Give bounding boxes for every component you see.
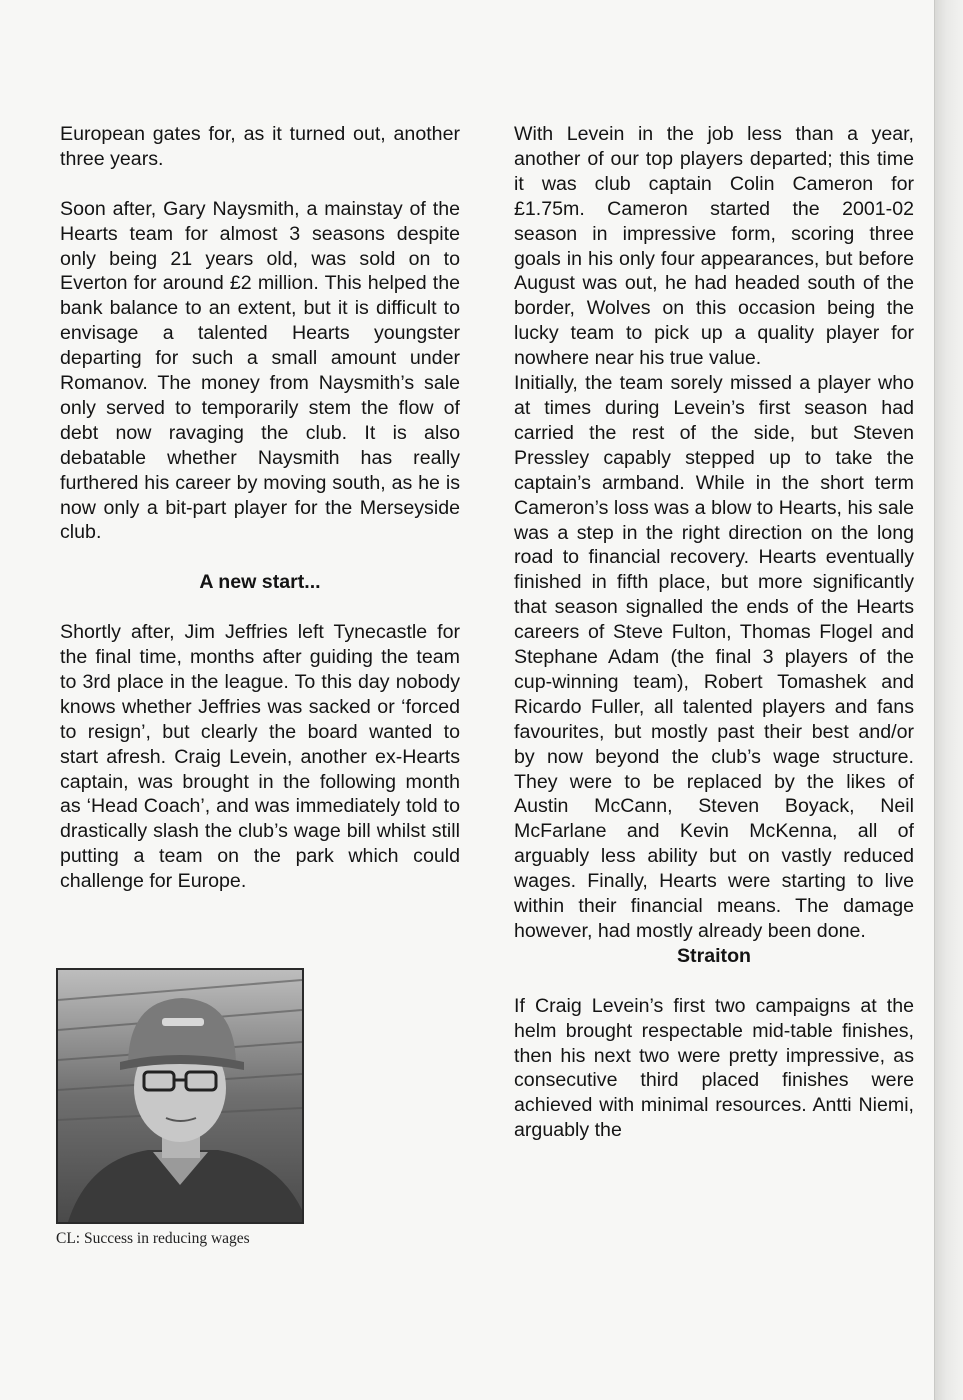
photo-craig-levein [56,968,304,1224]
photo-caption: CL: Success in reducing wages [56,1230,250,1247]
section-heading-new-start: A new start... [199,571,321,594]
paragraph-levein-campaigns: If Craig Levein’s first two campaigns at the helm brought respectable mid-table finishes, then his next two were pretty impressive, as consecutive third placed finishes were achieved with minimal resources. Antti Niemi, arguably the [514,994,914,1142]
page-edge [934,0,963,1400]
section-heading-straiton: Straiton [676,944,752,967]
photo-figure [56,968,304,1248]
left-column [60,122,460,894]
paragraph-naysmith: Soon after, Gary Naysmith, a mainstay of the Hearts team for almost 3 seasons despite only being 21 years old, was sold on to Everton for around £2 million. This helped the bank balance to an extent, but it is difficult to envisage a talented Hearts youngster departing for such a small amount under Romanov. The money from Naysmith’s sale only served to temporarily stem the flow of debt now ravaging the club. It is also debatable whether Naysmith has really furthered his career by moving south, as he is now only a bit-part player for the Merseyside club. [60,197,460,544]
paragraph-pressley: Initially, the team sorely missed a player who at times during Levein’s first season had carried the rest of the side, but Steven Pressley capably stepped up to take the captain’s armband. While in the short term Cameron’s loss was a blow to Hearts, his sale was a step in the right direction on the long road to financial recovery. Hearts eventually finished in fifth place, but more significantly that season signalled the ends of the Hearts careers of Steve Fulton, Thomas Flogel and Stephane Adam (the final 3 players of the cup-winning team), Robert Tomashek and Ricardo Fuller, all talented players and fans favourites, but mostly past their best and/or by now beyond the club’s wage structure. They were to be replaced by the likes of Austin McCann, Steven Boyack, Neil McFarlane and Kevin McKenna, all of arguably less ability but on vastly reduced wages. Finally, Hearts were starting to live within their financial means. The damage however, had mostly already been done. [514,372,914,942]
paragraph-cameron: With Levein in the job less than a year, another of our top players departed; this time it was club captain Colin Cameron for £1.75m. Cameron started the 2001-02 season in impressive form, scoring three goals in his only four appearances, but before August was out, he had headed south of the border, Wolves on this occasion being the lucky team to pick up a quality player for nowhere near his true value. [514,123,914,370]
paragraph-intro: European gates for, as it turned out, another three years. [60,123,460,170]
photo-illustration [58,970,302,1222]
right-column [514,122,914,1143]
paragraph-jeffries-levein: Shortly after, Jim Jeffries left Tynecastle for the final time, months after guiding the team to 3rd place in the league. To this day nobody knows whether Jeffries was sacked or ‘forced to resign’, but clearly the board wanted to start afresh. Craig Levein, another ex-Hearts captain, was brought in the following month as ‘Head Coach’, and was immediately told to drastically slash the club’s wage bill whilst still putting a team on the park which could challenge for Europe. [60,621,460,893]
